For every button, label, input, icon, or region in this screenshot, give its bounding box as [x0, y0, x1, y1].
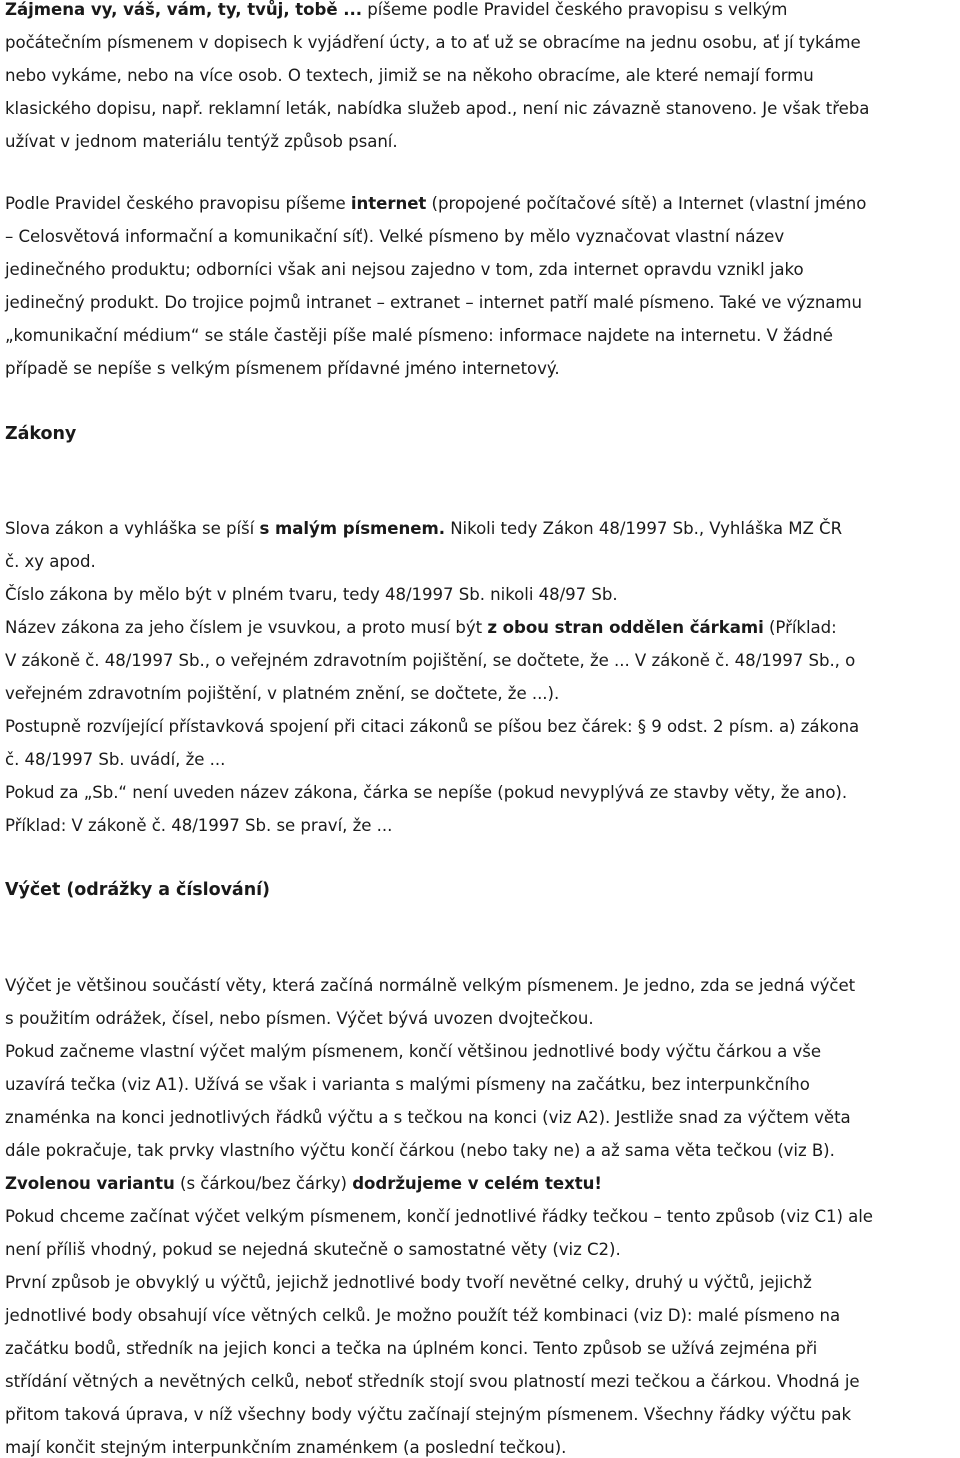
paragraph-line: – Celosvětová informační a komunikační síť). Velké písmeno by mělo vyznačovat vlastní název: [5, 227, 785, 246]
section-heading-enumeration: Výčet (odrážky a číslování): [5, 880, 270, 900]
paragraph-line: Slova zákon a vyhláška se píší s malým písmenem. Nikoli tedy Zákon 48/1997 Sb., Vyhláška MZ ČR: [5, 519, 843, 538]
paragraph-line: Podle Pravidel českého pravopisu píšeme internet (propojené počítačové sítě) a Internet (vlastní jméno: [5, 194, 867, 213]
paragraph-line: znaménka na konci jednotlivých řádků výčtu a s tečkou na konci (viz A2). Jestliže snad za výčtem věta: [5, 1108, 851, 1127]
paragraph-line: Postupně rozvíjející přístavková spojení při citaci zákonů se píšou bez čárek: § 9 odst. 2 písm. a) zákona: [5, 717, 860, 736]
paragraph-line: jedinečný produkt. Do trojice pojmů intranet – extranet – internet patří malé písmeno. Také ve významu: [5, 293, 862, 312]
paragraph-line: V zákoně č. 48/1997 Sb., o veřejném zdravotním pojištění, se dočtete, že ... V zákoně č. 48/1997 Sb., o: [5, 651, 856, 670]
paragraph-line: Výčet je většinou součástí věty, která začíná normálně velkým písmenem. Je jedno, zda se jedná výčet: [5, 976, 856, 995]
paragraph-line: č. 48/1997 Sb. uvádí, že ...: [5, 750, 226, 769]
paragraph-line: Číslo zákona by mělo být v plném tvaru, tedy 48/1997 Sb. nikoli 48/97 Sb.: [5, 585, 618, 604]
paragraph-line: dále pokračuje, tak prvky vlastního výčtu končí čárkou (nebo taky ne) a až sama věta tečkou (viz B).: [5, 1141, 835, 1160]
paragraph-line: jedinečného produktu; odborníci však ani nejsou zajedno v tom, zda internet opravdu vznikl jako: [5, 260, 804, 279]
paragraph-line: Pokud začneme vlastní výčet malým písmenem, končí většinou jednotlivé body výčtu čárkou a vše: [5, 1042, 821, 1061]
paragraph-line: klasického dopisu, např. reklamní leták, nabídka služeb apod., není nic závazně stanoveno. Je však třeba: [5, 99, 870, 118]
paragraph-line: užívat v jednom materiálu tentýž způsob psaní.: [5, 132, 398, 151]
paragraph-line: „komunikační médium“ se stále častěji píše malé písmeno: informace najdete na internetu. V žádné: [5, 326, 833, 345]
paragraph-line: č. xy apod.: [5, 552, 96, 571]
paragraph-line: začátku bodů, středník na jejich konci a tečka na úplném konci. Tento způsob se užívá zejména při: [5, 1339, 818, 1358]
paragraph-line: veřejném zdravotním pojištění, v platném znění, se dočtete, že ...).: [5, 684, 560, 703]
paragraph-line: střídání větných a nevětných celků, neboť středník stojí svou platností mezi tečkou a čárkou. Vhodná je: [5, 1372, 860, 1391]
paragraph-line: Pokud chceme začínat výčet velkým písmenem, končí jednotlivé řádky tečkou – tento způsob (viz C1) ale: [5, 1207, 873, 1226]
paragraph-line: případě se nepíše s velkým písmenem přídavné jméno internetový.: [5, 359, 560, 378]
paragraph-line: s použitím odrážek, čísel, nebo písmen. Výčet bývá uvozen dvojtečkou.: [5, 1009, 594, 1028]
paragraph-line: Zájmena vy, váš, vám, ty, tvůj, tobě ... píšeme podle Pravidel českého pravopisu s velkým: [5, 0, 788, 19]
paragraph-line: počátečním písmenem v dopisech k vyjádření úcty, a to ať už se obracíme na jednu osobu, ať jí tykáme: [5, 33, 861, 52]
paragraph-line: Název zákona za jeho číslem je vsuvkou, a proto musí být z obou stran oddělen čárkami (Příklad:: [5, 618, 837, 637]
paragraph-line: přitom taková úprava, v níž všechny body výčtu začínají stejným písmenem. Všechny řádky výčtu pak: [5, 1405, 852, 1424]
paragraph-line: První způsob je obvyklý u výčtů, jejichž jednotlivé body tvoří nevětné celky, druhý u výčtů, jejichž: [5, 1273, 812, 1292]
section-heading-laws: Zákony: [5, 424, 77, 444]
paragraph-line: uzavírá tečka (viz A1). Užívá se však i varianta s malými písmeny na začátku, bez interpunkčního: [5, 1075, 810, 1094]
paragraph-line: není příliš vhodný, pokud se nejedná skutečně o samostatné věty (viz C2).: [5, 1240, 621, 1259]
paragraph-line: Příklad: V zákoně č. 48/1997 Sb. se praví, že ...: [5, 816, 393, 835]
emphasis-line: Zvolenou variantu (s čárkou/bez čárky) dodržujeme v celém textu!: [5, 1174, 602, 1193]
paragraph-line: jednotlivé body obsahují více větných celků. Je možno použít též kombinaci (viz D): malé písmeno na: [5, 1306, 841, 1325]
paragraph-line: mají končit stejným interpunkčním znaménkem (a poslední tečkou).: [5, 1438, 567, 1457]
paragraph-line: Pokud za „Sb.“ není uveden název zákona, čárka se nepíše (pokud nevyplývá ze stavby věty, že ano).: [5, 783, 848, 802]
paragraph-line: nebo vykáme, nebo na více osob. O textech, jimiž se na někoho obracíme, ale které nemají formu: [5, 66, 814, 85]
